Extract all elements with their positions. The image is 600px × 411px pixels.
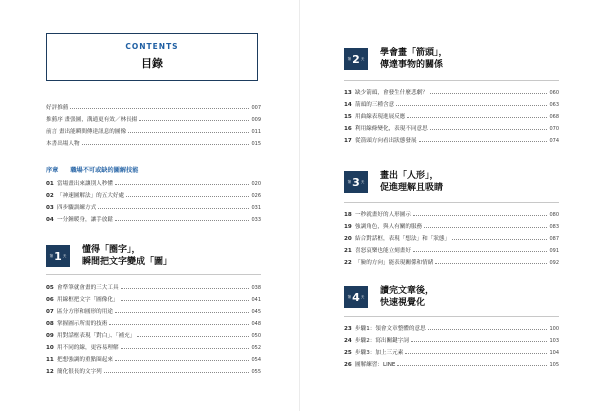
dot-leader	[137, 335, 249, 337]
toc-entry	[46, 315, 261, 327]
day-suffix: 天	[62, 253, 67, 258]
day-suffix: 天	[360, 179, 365, 184]
preface-heading	[46, 165, 138, 174]
day-entry-list	[344, 320, 559, 368]
day-heading	[380, 170, 443, 194]
day-heading	[82, 244, 172, 268]
entry-number: 06	[46, 297, 54, 303]
dot-leader	[430, 92, 548, 94]
entry-title: 用對話框表現「對白」、「補充」	[57, 333, 136, 339]
dot-leader	[126, 195, 249, 197]
entry-number: 13	[344, 90, 352, 96]
day-prefix: 第	[347, 56, 352, 61]
day-badge	[344, 48, 368, 70]
day-heading-line2: 促進理解且吸睛	[380, 183, 444, 193]
dot-leader	[98, 207, 249, 209]
contents-title-box	[46, 33, 258, 81]
entry-title: 「臉的方向」能表現關係和情緒	[355, 260, 434, 266]
toc-entry	[344, 108, 559, 120]
entry-title: 一秒就畫好的人形圖示	[355, 212, 411, 218]
entry-title: 強調角色，與人有關的服務	[355, 224, 423, 230]
day-divider	[344, 80, 559, 81]
toc-entry	[46, 99, 261, 111]
toc-entry	[46, 175, 261, 187]
entry-title: 掌握圖示所需的技術	[57, 321, 108, 327]
entry-title: 用曲線表現進展反應	[355, 114, 406, 120]
dot-leader	[396, 104, 547, 106]
entry-page-number: 054	[251, 357, 261, 363]
entry-number: 05	[46, 285, 54, 291]
day-heading-line2: 瞬間把文字變成「圖」	[82, 257, 173, 267]
entry-title: 步驟1：領會文章整體的意思	[355, 326, 426, 332]
toc-entry	[344, 230, 559, 242]
day-heading-line1: 學會畫「箭頭」，	[380, 48, 448, 58]
entry-page-number: 070	[549, 126, 559, 132]
day-entry-list	[46, 279, 261, 375]
entry-number: 16	[344, 126, 352, 132]
dot-leader	[452, 238, 547, 240]
day-heading	[380, 285, 434, 309]
day-heading	[380, 47, 448, 71]
day-badge	[46, 245, 70, 267]
day-heading-line2: 快速視覺化	[380, 298, 426, 308]
entry-page-number: 103	[549, 338, 559, 344]
entry-title: 區分方形和圓形的用途	[57, 309, 113, 315]
dot-leader	[413, 250, 548, 252]
right-page	[300, 0, 600, 411]
toc-entry	[46, 291, 261, 303]
entry-title: 前言 畫出能瞬間傳達訊息的圖像	[46, 129, 127, 135]
dot-leader	[109, 323, 249, 325]
entry-number: 25	[344, 350, 352, 356]
entry-title: 好評推薦	[46, 105, 69, 111]
day-heading-line1: 讀完文章後，	[380, 286, 435, 296]
entry-number: 09	[46, 333, 54, 339]
entry-page-number: 060	[549, 90, 559, 96]
day-prefix: 第	[49, 253, 54, 258]
entry-title: 會準筆就會畫的三大工具	[57, 285, 119, 291]
toc-entry	[46, 327, 261, 339]
day-divider	[46, 274, 261, 275]
entry-page-number: 074	[549, 138, 559, 144]
day-badge	[344, 286, 368, 308]
toc-entry	[344, 242, 559, 254]
entry-title: 本書出場人物	[46, 141, 80, 147]
entry-title: 推薦序 畫張圖，溝通更有效／林長揚	[46, 117, 138, 123]
entry-title: 結合對話框，表現「想法」和「狀態」	[355, 236, 451, 242]
preface-subtitle: 職場不可或缺的圖解技能	[70, 167, 139, 174]
toc-entry	[46, 111, 261, 123]
contents-english-title: CONTENTS	[125, 42, 179, 51]
day-divider	[344, 202, 559, 203]
entry-title: 「神速圖解法」的五大好處	[57, 193, 125, 199]
entry-page-number: 011	[251, 129, 261, 135]
toc-entry	[344, 320, 559, 332]
toc-entry	[344, 356, 559, 368]
entry-title: 用不同的線，更容易理解	[57, 345, 119, 351]
entry-title: 把想強調的重點圈起來	[57, 357, 113, 363]
entry-number: 26	[344, 362, 352, 368]
entry-page-number: 020	[251, 181, 261, 187]
entry-page-number: 026	[251, 193, 261, 199]
day-badge	[344, 171, 368, 193]
toc-entry	[46, 351, 261, 363]
day-heading-line1: 畫出「人形」，	[380, 171, 439, 181]
entry-number: 18	[344, 212, 352, 218]
entry-title: 缺少箭頭，會發生什麼悲劇？	[355, 90, 428, 96]
day-suffix: 天	[360, 294, 365, 299]
entry-title: 從箭頭方向看出狀態發展	[355, 138, 417, 144]
entry-number: 17	[344, 138, 352, 144]
toc-entry	[344, 254, 559, 266]
dot-leader	[115, 359, 250, 361]
dot-leader	[121, 347, 250, 349]
entry-page-number: 041	[251, 297, 261, 303]
entry-title: 步驟3：加上三元素	[355, 350, 404, 356]
entry-number: 20	[344, 236, 352, 242]
toc-entry	[46, 211, 261, 223]
entry-title: 一分鐘暖身，讓手放鬆	[57, 217, 113, 223]
day-number: 4	[352, 290, 360, 304]
dot-leader	[115, 219, 250, 221]
dot-leader	[115, 183, 250, 185]
dot-leader	[70, 107, 249, 109]
dot-leader	[430, 128, 548, 130]
day-number: 3	[352, 175, 360, 189]
entry-title: 當場畫出來讓別人秒懂	[57, 181, 113, 187]
entry-number: 19	[344, 224, 352, 230]
entry-number: 01	[46, 181, 54, 187]
dot-leader	[128, 131, 249, 133]
day-heading-line2: 傳達事物的關係	[380, 60, 444, 70]
entry-page-number: 048	[251, 321, 261, 327]
dot-leader	[82, 143, 250, 145]
entry-number: 04	[46, 217, 54, 223]
contents-chinese-title: 目錄	[141, 57, 163, 70]
dot-leader	[139, 119, 249, 121]
toc-entry	[46, 303, 261, 315]
day-heading-line1: 懂得「圈字」，	[82, 245, 141, 255]
entry-number: 14	[344, 102, 352, 108]
dot-leader	[424, 226, 547, 228]
toc-entry	[344, 132, 559, 144]
entry-page-number: 045	[251, 309, 261, 315]
entry-number: 11	[46, 357, 54, 363]
dot-leader	[428, 328, 548, 330]
entry-title: 圖解練習：LINE	[355, 362, 396, 368]
entry-page-number: 080	[549, 212, 559, 218]
entry-page-number: 100	[549, 326, 559, 332]
toc-entry	[344, 96, 559, 108]
entry-page-number: 104	[549, 350, 559, 356]
toc-entry	[344, 84, 559, 96]
dot-leader	[411, 340, 548, 342]
day-divider	[344, 316, 559, 317]
entry-page-number: 050	[251, 333, 261, 339]
entry-page-number: 091	[549, 248, 559, 254]
entry-page-number: 009	[251, 117, 261, 123]
entry-number: 07	[46, 309, 54, 315]
day-entry-list	[344, 84, 559, 144]
entry-page-number: 063	[549, 102, 559, 108]
entry-number: 10	[46, 345, 54, 351]
entry-page-number: 015	[251, 141, 261, 147]
day-number: 1	[54, 249, 62, 263]
entry-page-number: 083	[549, 224, 559, 230]
entry-page-number: 068	[549, 114, 559, 120]
dot-leader	[115, 311, 250, 313]
entry-page-number: 055	[251, 369, 261, 375]
toc-entry	[46, 279, 261, 291]
dot-leader	[419, 140, 548, 142]
day-number: 2	[352, 52, 360, 66]
entry-title: 用線框把文字「圖像化」	[57, 297, 119, 303]
entry-page-number: 092	[549, 260, 559, 266]
entry-page-number: 087	[549, 236, 559, 242]
entry-page-number: 038	[251, 285, 261, 291]
dot-leader	[407, 116, 547, 118]
toc-entry	[344, 218, 559, 230]
dot-leader	[121, 299, 250, 301]
entry-number: 02	[46, 193, 54, 199]
entry-page-number: 052	[251, 345, 261, 351]
toc-entry	[46, 339, 261, 351]
day-suffix: 天	[360, 56, 365, 61]
entry-page-number: 031	[251, 205, 261, 211]
day-entry-list	[344, 206, 559, 266]
toc-entry	[344, 344, 559, 356]
preface-list	[46, 175, 261, 223]
toc-entry	[344, 120, 559, 132]
entry-number: 08	[46, 321, 54, 327]
dot-leader	[405, 352, 547, 354]
entry-page-number: 007	[251, 105, 261, 111]
dot-leader	[397, 364, 547, 366]
dot-leader	[104, 371, 250, 373]
front-matter-list	[46, 99, 261, 147]
entry-number: 23	[344, 326, 352, 332]
toc-entry	[46, 187, 261, 199]
dot-leader	[121, 287, 250, 289]
entry-page-number: 033	[251, 217, 261, 223]
day-prefix: 第	[347, 179, 352, 184]
entry-number: 03	[46, 205, 54, 211]
entry-title: 四步驟訓練方式	[57, 205, 97, 211]
toc-entry	[344, 206, 559, 218]
dot-leader	[413, 214, 548, 216]
entry-number: 21	[344, 248, 352, 254]
entry-number: 15	[344, 114, 352, 120]
entry-title: 簡化很長的文字列	[57, 369, 102, 375]
toc-entry	[46, 363, 261, 375]
day-prefix: 第	[347, 294, 352, 299]
dot-leader	[435, 262, 547, 264]
entry-title: 利用線條變化，表現不同意思	[355, 126, 428, 132]
toc-entry	[46, 135, 261, 147]
toc-entry	[46, 123, 261, 135]
entry-title: 喜怒哀樂也能立刻畫好	[355, 248, 411, 254]
entry-number: 12	[46, 369, 54, 375]
entry-number: 24	[344, 338, 352, 344]
entry-title: 步驟2：寫出關鍵字詞	[355, 338, 409, 344]
toc-entry	[344, 332, 559, 344]
entry-page-number: 105	[549, 362, 559, 368]
entry-title: 箭頭的三種含意	[355, 102, 395, 108]
preface-label: 序章	[46, 167, 59, 174]
entry-number: 22	[344, 260, 352, 266]
toc-entry	[46, 199, 261, 211]
